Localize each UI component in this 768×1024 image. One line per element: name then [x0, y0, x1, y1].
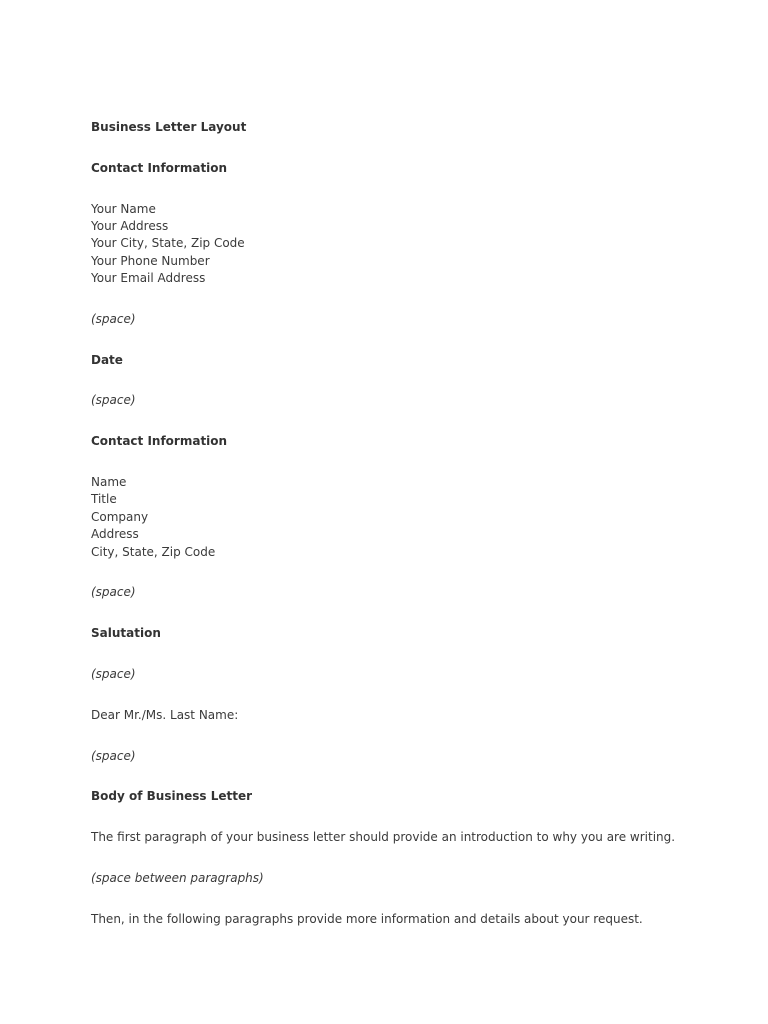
- body-paragraph-2: Then, in the following paragraphs provide more information and details about your request.: [91, 911, 643, 926]
- body-heading: Body of Business Letter: [91, 789, 253, 804]
- blank-line: [91, 369, 731, 392]
- space-marker: (space): [91, 393, 136, 408]
- recipient-contact-heading: Contact Information: [91, 434, 228, 449]
- blank-line: [91, 328, 731, 351]
- sender-name-line: Your Name: [91, 201, 156, 216]
- blank-line: [91, 724, 731, 747]
- blank-line: [91, 643, 731, 666]
- blank-line: [91, 410, 731, 433]
- recipient-name-line: Name: [91, 475, 127, 490]
- blank-line: [91, 846, 731, 869]
- recipient-contact-block: [91, 474, 731, 561]
- space-marker: (space): [91, 748, 136, 763]
- blank-line: [91, 177, 731, 200]
- sender-city-line: Your City, State, Zip Code: [91, 236, 245, 251]
- recipient-address-line: Address: [91, 527, 139, 542]
- sender-phone-line: Your Phone Number: [91, 253, 210, 268]
- blank-line: [91, 136, 731, 159]
- blank-line: [91, 288, 731, 311]
- document-title: Business Letter Layout: [91, 120, 247, 134]
- blank-line: [91, 887, 731, 910]
- blank-line: [91, 451, 731, 474]
- blank-line: [91, 806, 731, 829]
- blank-line: [91, 561, 731, 584]
- body-paragraph-1: The first paragraph of your business letter should provide an introduction to why you are writing.: [91, 830, 676, 845]
- sender-contact-block: [91, 201, 731, 288]
- blank-line: [91, 765, 731, 788]
- space-between-paragraphs-marker: (space between paragraphs): [91, 870, 264, 885]
- recipient-company-line: Company: [91, 509, 149, 524]
- sender-email-line: Your Email Address: [91, 271, 206, 286]
- space-marker: (space): [91, 666, 136, 681]
- recipient-city-line: City, State, Zip Code: [91, 544, 216, 559]
- recipient-title-line: Title: [91, 492, 117, 507]
- blank-line: [91, 683, 731, 706]
- space-marker: (space): [91, 311, 136, 326]
- sender-address-line: Your Address: [91, 218, 169, 233]
- date-heading: Date: [91, 352, 123, 367]
- salutation-heading: Salutation: [91, 626, 161, 641]
- letter-layout-document: [91, 119, 731, 928]
- blank-line: [91, 602, 731, 625]
- space-marker: (space): [91, 585, 136, 600]
- sender-contact-heading: Contact Information: [91, 160, 228, 175]
- salutation-text: Dear Mr./Ms. Last Name:: [91, 707, 239, 722]
